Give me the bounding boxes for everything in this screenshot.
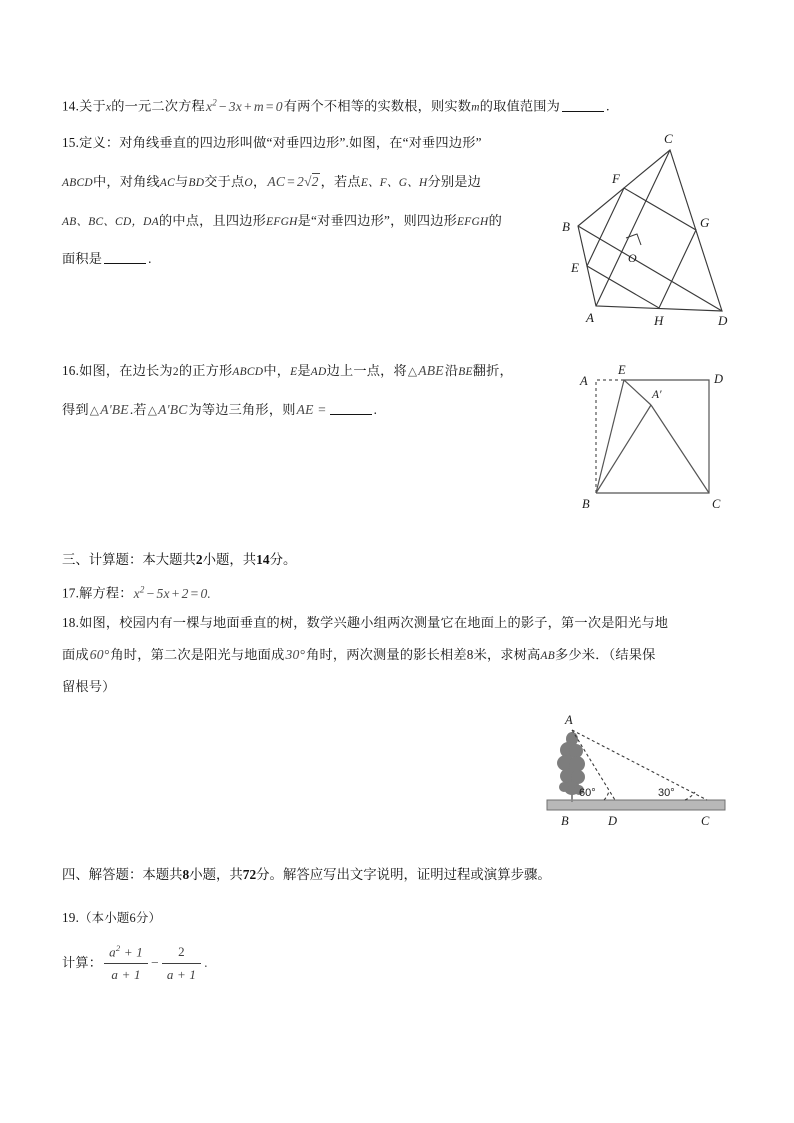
angle-label-30: 30° (658, 787, 675, 799)
q19-fraction-2 (162, 942, 201, 984)
diagonal-ac (596, 150, 670, 306)
question-18-line-1 (62, 613, 668, 633)
q16-square-abcd: ABCD (232, 366, 264, 378)
q14-variable-2: m (471, 101, 480, 114)
q16-side-length: 2 (172, 366, 179, 378)
segment-BA-prime (596, 405, 651, 493)
q16-segment-ad: AD (310, 366, 327, 378)
q19-frac2-numerator: 2 (178, 944, 185, 960)
question-14 (62, 96, 610, 117)
q16-line2-a: 得到 (62, 402, 89, 417)
question-15-line-1 (62, 133, 482, 153)
q15-line2-k: 分别是边 (427, 174, 482, 189)
q16-line1-b: 的正方形 (178, 363, 233, 378)
q16-triangle-a-prime-bc: △A'BC (147, 402, 188, 417)
q15-number: 15. (62, 135, 80, 150)
right-angle-mark (626, 234, 641, 245)
q16-number: 16. (62, 363, 80, 378)
q16-line1-i: 沿 (444, 363, 459, 378)
q15-line3-d: 是“对垂四边形”，则四边形 (297, 213, 458, 228)
section3-body-c: 分。 (269, 552, 297, 567)
question-15-line-3 (62, 211, 502, 231)
angle-label-60: 60° (579, 787, 596, 799)
section3-points: 14 (256, 552, 270, 567)
q15-points-efgh: E、F、G、H (360, 177, 428, 189)
q15-quad-efgh-1: EFGH (266, 216, 298, 228)
question-19-body (62, 943, 209, 985)
q18-angle-30: 30° (285, 647, 306, 662)
q15-line2-h: ， (252, 174, 267, 189)
q15-ac-length: AC = 2√2 (267, 174, 319, 189)
section3-body-b: 小题，共 (202, 552, 257, 567)
q15-line2-b: 中，对角线 (92, 174, 160, 189)
q17-equation: $x^2 - 5x + 2 = 0$. (133, 584, 212, 601)
q16-line1-h: 边上一点，将 (326, 363, 407, 378)
q15-line2-d: 与 (175, 174, 189, 189)
q14-text-before: 关于 (79, 98, 106, 114)
q14-variable: x (105, 101, 112, 114)
q18-angle-60: 60° (89, 647, 110, 662)
label-D: D (608, 814, 618, 828)
q16-point-e: E (290, 366, 298, 378)
label-G: G (700, 215, 710, 230)
q18-tree-height-ab: AB (540, 650, 556, 662)
q16-line2-c: 为等边三角形，则 (188, 402, 296, 417)
q15-diagonal-ac: AC (159, 177, 176, 189)
q19-operator: − (150, 955, 159, 971)
q15-line2-f: 交于点 (204, 174, 245, 189)
q17-number: 17. (62, 585, 80, 601)
label-C: C (664, 131, 673, 146)
q16-fold-line-be: BE (458, 366, 473, 378)
q19-label: 计算： (62, 955, 103, 971)
section3-body-a: 本大题共 (142, 552, 196, 567)
q18-distance: 8 (466, 647, 474, 662)
q16-line1-d: 中， (263, 363, 291, 378)
label-A: A (565, 713, 573, 727)
q19-frac2-denominator: a + 1 (162, 963, 201, 985)
q14-answer-blank[interactable] (562, 100, 604, 112)
figure-question-16 (578, 360, 738, 515)
question-17 (62, 583, 212, 604)
section4-prefix: 四、解答题： (62, 867, 143, 882)
q19-frac1-denominator: a + 1 (104, 963, 148, 985)
q14-number: 14. (62, 98, 80, 114)
section4-points: 72 (242, 867, 257, 882)
q19-period: . (204, 955, 208, 971)
q18-line2-e: 多少米． (555, 647, 609, 662)
q18-number: 18. (62, 615, 80, 630)
figure-question-15 (560, 126, 745, 336)
q19-frac1-numerator: $a^2 + 1$ (109, 943, 143, 960)
q15-quad-efgh-2: EFGH (457, 216, 489, 228)
q16-line2-b: .若 (129, 402, 147, 417)
q16-triangle-abe: △ABE (407, 363, 444, 378)
segment-A-prime-C (651, 405, 709, 493)
label-D: D (718, 313, 728, 328)
label-A: A (580, 374, 588, 388)
q18-line2-c: 角时，两次测量的影长相差 (306, 647, 467, 662)
question-15-line-4 (62, 249, 152, 269)
q18-line2-note: （结果保 (608, 647, 656, 662)
label-B: B (562, 219, 570, 234)
segment-BE (596, 380, 624, 493)
label-H: H (654, 313, 664, 328)
q16-triangle-a-prime-be: △A'BE (89, 402, 129, 417)
q16-line1-f: 是 (297, 363, 311, 378)
q16-ae-label: AE = (296, 402, 327, 417)
q18-line3-text: 留根号） (62, 679, 116, 694)
label-F: F (612, 171, 620, 186)
q15-line1-text: 定义：对角线垂直的四边形叫做“对垂四边形”.如图，在“对垂四边形” (79, 135, 482, 150)
question-19-header (62, 908, 161, 928)
q15-line3-b: 的中点，且四边形 (158, 213, 267, 228)
q17-label: 解方程： (79, 585, 133, 601)
label-C: C (701, 814, 710, 828)
q15-line2-i: ，若点 (320, 174, 361, 189)
q18-line2-d: 米，求树高 (473, 647, 541, 662)
q16-line1-k: 翻折， (472, 363, 513, 378)
label-D: D (714, 372, 724, 386)
q16-line1-a: 如图，在边长为 (79, 363, 173, 378)
section4-body-b: 小题，共 (189, 867, 243, 882)
label-C: C (712, 497, 721, 511)
segment-EA-prime (624, 380, 651, 405)
q15-answer-blank[interactable] (104, 252, 146, 264)
label-B: B (561, 814, 569, 828)
q15-line4-text: 面积是 (62, 251, 103, 266)
label-B: B (582, 497, 590, 511)
section-heading-4 (62, 864, 551, 883)
q18-line1-text: 如图，校园内有一棵与地面垂直的树，数学兴趣小组两次测量它在地面上的影子，第一次是阳光与地 (79, 615, 669, 630)
section-heading-3 (62, 549, 296, 568)
q16-line2-end: . (373, 402, 378, 417)
question-18-line-2 (62, 645, 656, 665)
q14-text-mid: 的一元二次方程 (111, 98, 205, 114)
ground-bar (547, 800, 725, 810)
question-18-line-3 (62, 677, 116, 697)
section3-count: 2 (195, 552, 203, 567)
quad-abcd-outline (578, 150, 722, 311)
section3-prefix: 三、计算题： (62, 552, 143, 567)
question-15-line-2 (62, 172, 481, 192)
q14-text-end: 的取值范围为 (479, 98, 561, 114)
q16-answer-blank[interactable] (330, 403, 372, 415)
q19-number: 19. (62, 910, 80, 925)
section4-body-c: 分。解答应写出文字说明，证明过程或演算步骤。 (256, 867, 551, 882)
q14-equation: $x^2 - 3x + m = 0$ (205, 97, 283, 114)
question-16-line-1 (62, 361, 513, 381)
q15-sides-list: AB、BC、CD，DA (62, 216, 159, 228)
section4-body-a: 本题共 (142, 867, 183, 882)
question-16-line-2 (62, 400, 377, 420)
figure-question-18 (535, 706, 735, 828)
q18-line2-b: 角时，第二次是阳光与地面成 (110, 647, 285, 662)
q14-text-after: 有两个不相等的实数根，则实数 (283, 98, 472, 114)
section4-count: 8 (182, 867, 190, 882)
label-A: A (586, 310, 594, 325)
label-A-prime: A′ (652, 389, 662, 401)
tree-foliage (557, 732, 585, 795)
q19-fraction-1 (104, 942, 148, 984)
label-E: E (618, 363, 626, 377)
q15-point-o: O (244, 177, 253, 189)
q15-diagonal-bd: BD (188, 177, 205, 189)
q18-line2-a: 面成 (62, 647, 89, 662)
q15-quad-abcd: ABCD (62, 177, 93, 189)
q15-line3-f: 的 (488, 213, 502, 228)
q15-line4-end: . (148, 251, 152, 266)
label-E: E (571, 260, 579, 275)
angle-arc-60 (604, 791, 609, 800)
q14-period: . (606, 98, 610, 114)
label-O: O (628, 251, 637, 265)
q19-score-note: （本小题6分） (79, 911, 162, 925)
